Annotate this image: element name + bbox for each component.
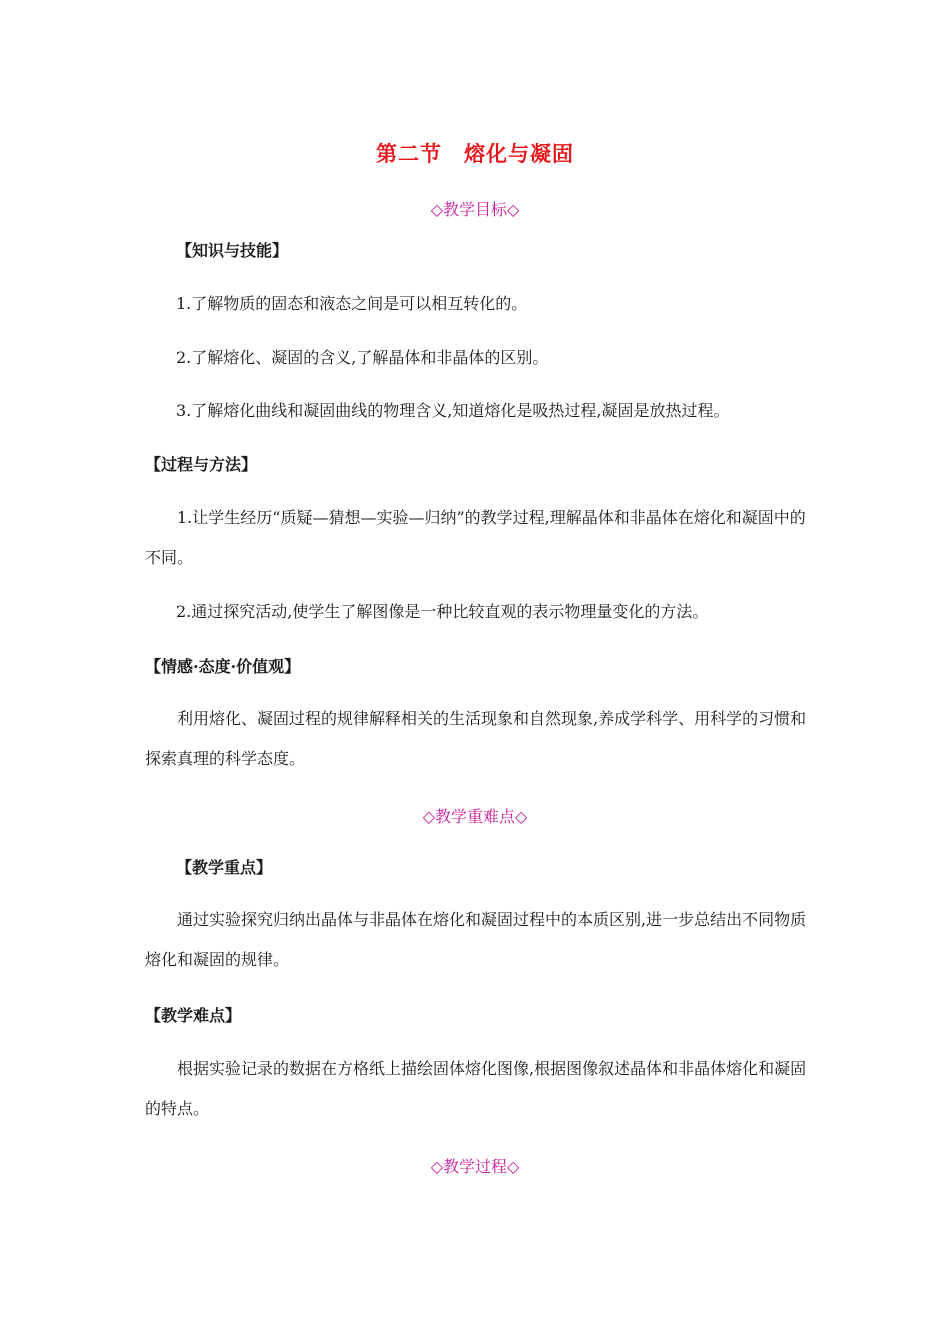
section-objectives: ◇教学目标◇ bbox=[430, 200, 520, 219]
page-title: 第二节 熔化与凝固 bbox=[376, 141, 574, 166]
focus-text: 通过实验探究归纳出晶体与非晶体在熔化和凝固过程中的本质区别,进一步总结出不同物质熔化和凝固的规律。 bbox=[145, 910, 807, 969]
attitude-heading: 【情感·态度·价值观】 bbox=[145, 657, 301, 676]
knowledge-item-3: 3.了解熔化曲线和凝固曲线的物理含义,知道熔化是吸热过程,凝固是放热过程。 bbox=[176, 401, 730, 420]
focus-heading: 【教学重点】 bbox=[176, 858, 273, 877]
method-heading: 【过程与方法】 bbox=[145, 455, 258, 474]
method-item-2: 2.通过探究活动,使学生了解图像是一种比较直观的表示物理量变化的方法。 bbox=[176, 602, 709, 621]
attitude-text: 利用熔化、凝固过程的规律解释相关的生活现象和自然现象,养成学科学、用科学的习惯和探索真理的科学态度。 bbox=[145, 709, 807, 768]
knowledge-heading: 【知识与技能】 bbox=[176, 241, 289, 260]
difficulty-text: 根据实验记录的数据在方格纸上描绘固体熔化图像,根据图像叙述晶体和非晶体熔化和凝固的特点。 bbox=[145, 1059, 807, 1118]
knowledge-item-1: 1.了解物质的固态和液态之间是可以相互转化的。 bbox=[176, 294, 528, 313]
section-key-points: ◇教学重难点◇ bbox=[422, 807, 528, 826]
knowledge-item-2: 2.了解熔化、凝固的含义,了解晶体和非晶体的区别。 bbox=[176, 348, 549, 367]
method-item-1: 1.让学生经历“质疑—猜想—实验—归纳”的教学过程,理解晶体和非晶体在熔化和凝固中的不同。 bbox=[145, 508, 806, 567]
difficulty-heading: 【教学难点】 bbox=[145, 1006, 242, 1025]
section-process: ◇教学过程◇ bbox=[430, 1157, 520, 1176]
